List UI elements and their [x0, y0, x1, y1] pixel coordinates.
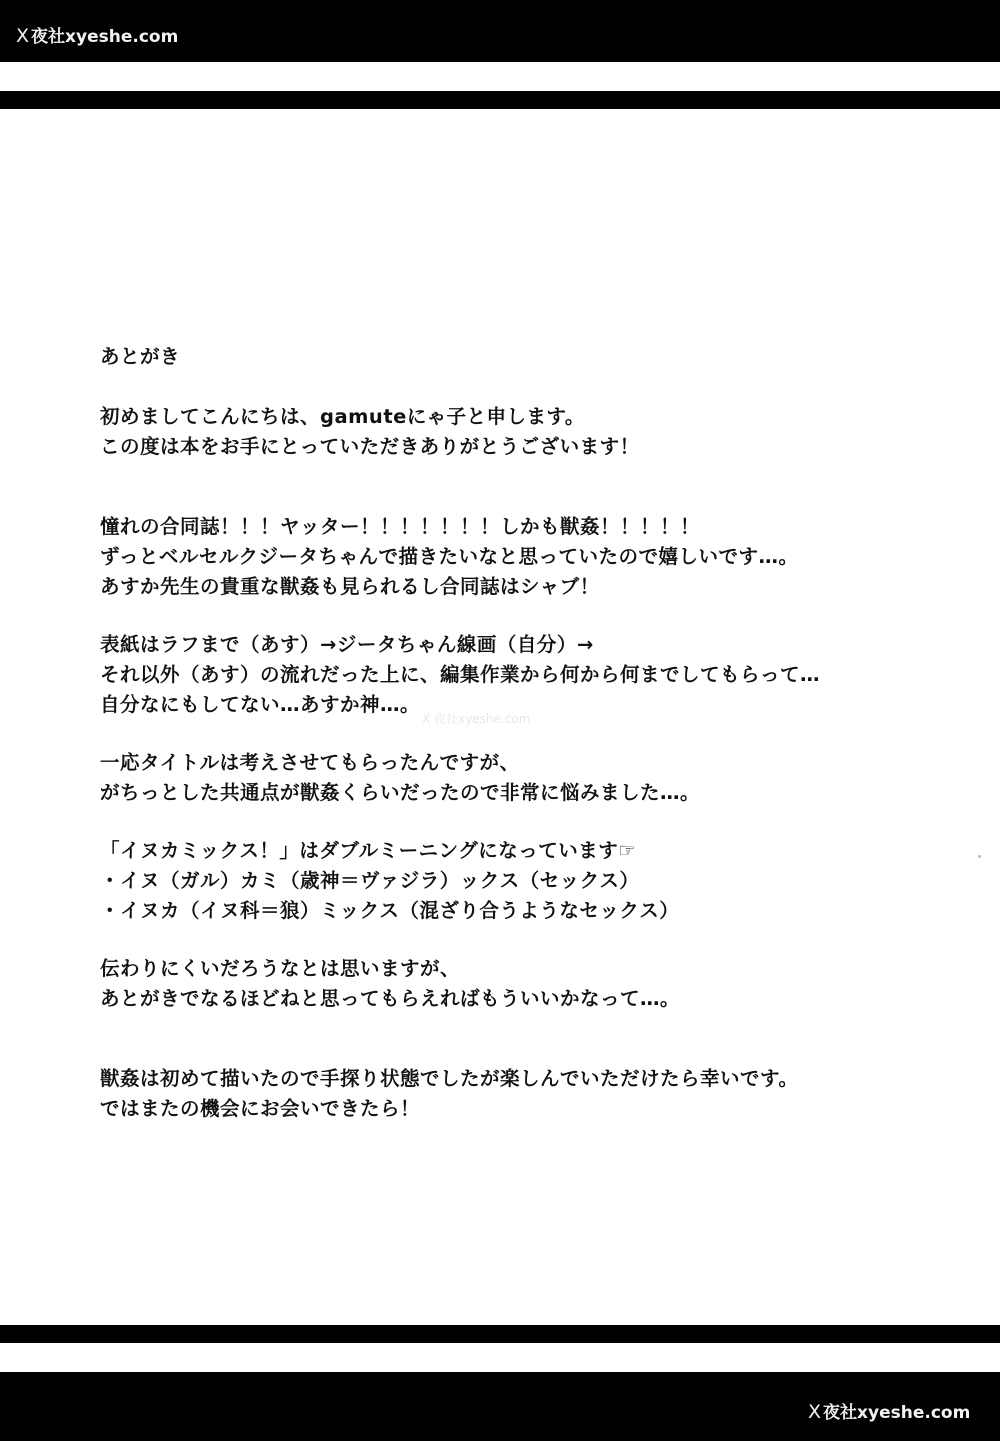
text-line: 憧れの合同誌！！！ヤッター！！！！！！！しかも獣姦！！！！！	[100, 515, 701, 538]
top-frame-bar	[0, 91, 1000, 109]
watermark-top-text: 夜社xyeshe.com	[31, 27, 179, 47]
text-line: 表紙はラフまで（あす）→ジータちゃん線画（自分）→	[100, 633, 594, 656]
text-line: 「イヌカミックス！」はダブルミーニングになっています☞	[100, 839, 637, 862]
text-line: 初めましてこんにちは、gamuteにゃ子と申します。	[100, 405, 585, 428]
x-logo-icon: X	[808, 1401, 822, 1423]
text-line: がちっとした共通点が獣姦くらいだったので非常に悩みました…。	[100, 781, 701, 804]
text-line: あすか先生の貴重な獣姦も見られるし合同誌はシャブ！	[100, 575, 600, 598]
x-logo-icon: X	[16, 25, 30, 47]
text-line: ・イヌカ（イヌ科＝狼）ミックス（混ざり合うようなセックス）	[100, 899, 680, 922]
watermark-bottom-text: 夜社xyeshe.com	[823, 1403, 971, 1423]
text-line: ではまたの機会にお会いできたら！	[100, 1097, 421, 1120]
text-line: 一応タイトルは考えさせてもらったんですが、	[100, 751, 520, 774]
text-line: 伝わりにくいだろうなとは思いますが、	[100, 957, 461, 980]
bottom-frame-bar	[0, 1325, 1000, 1343]
x-logo-icon: X	[422, 712, 435, 726]
afterword-title: あとがき	[100, 345, 181, 368]
afterword-text-block	[100, 342, 900, 1124]
text-line: それ以外（あす）の流れだった上に、編集作業から何から何までしてもらって…	[100, 663, 821, 686]
text-line: この度は本をお手にとっていただきありがとうございます！	[100, 435, 640, 458]
text-line: ・イヌ（ガル）カミ（歳神＝ヴァジラ）ックス（セックス）	[100, 869, 640, 892]
text-line: 獣姦は初めて描いたので手探り状態でしたが楽しんでいただけたら幸いです。	[100, 1067, 799, 1090]
watermark-middle-text: 夜社xyeshe.com	[434, 712, 531, 726]
text-line: あとがきでなるほどねと思ってもらえればもういいかなって…。	[100, 987, 681, 1010]
margin-speck	[978, 855, 981, 858]
watermark-top	[16, 22, 178, 47]
text-line: 自分なにもしてない…あすか神…。	[100, 693, 421, 716]
text-line: ずっとベルセルクジータちゃんで描きたいなと思っていたので嬉しいです…。	[100, 545, 799, 568]
watermark-bottom	[808, 1398, 970, 1423]
